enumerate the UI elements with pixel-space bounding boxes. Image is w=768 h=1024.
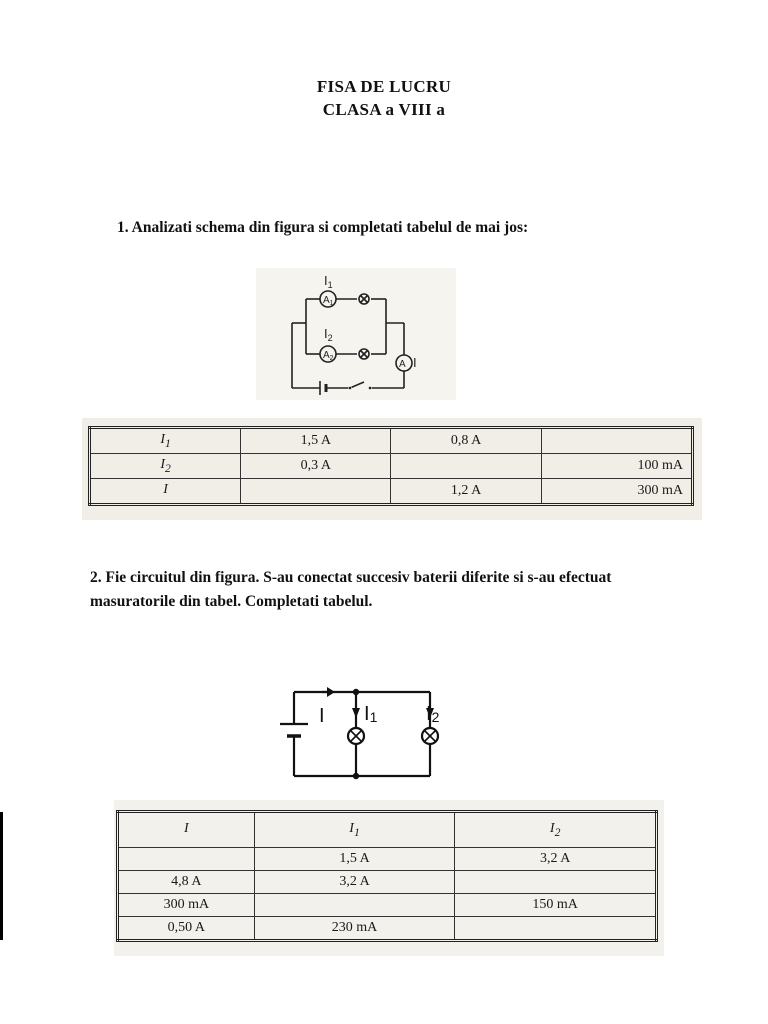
table-cell: 100 mA	[541, 454, 692, 479]
svg-text:A2: $A_2$	[323, 350, 334, 362]
table-cell	[391, 454, 541, 479]
table-cell	[118, 848, 255, 871]
table-cell: 300 mA	[541, 479, 692, 505]
svg-text:I2: $I_2$	[324, 326, 333, 343]
table-row	[90, 454, 693, 479]
circuit-diagram-2	[272, 680, 468, 780]
table-cell: 1,2 A	[391, 479, 541, 505]
row-label: $I_2$	[90, 454, 241, 479]
svg-text:I2: I2	[426, 703, 440, 725]
table-cell	[241, 479, 391, 505]
circuit-diagram-1	[256, 268, 456, 400]
page-edge-mark	[0, 812, 3, 940]
exercise-1-table	[88, 426, 694, 506]
exercise-1-text: 1. Analizati schema din figura si completati tabelul de mai jos:	[117, 219, 529, 236]
svg-text:A1: $A_1$	[323, 295, 334, 307]
row-label: I	[90, 479, 241, 505]
table-cell: 0,8 A	[391, 428, 541, 454]
svg-text:I: I	[413, 355, 417, 370]
table-cell: 3,2 A	[254, 871, 455, 894]
svg-text:I1: I1	[364, 703, 378, 725]
table-cell: 3,2 A	[455, 848, 657, 871]
table-row	[118, 917, 657, 941]
table-cell: 4,8 A	[118, 871, 255, 894]
table-row	[90, 428, 693, 454]
svg-text:A: A	[399, 359, 406, 370]
exercise-2-table	[116, 810, 658, 942]
table-cell: 300 mA	[118, 894, 255, 917]
table-row	[118, 871, 657, 894]
table-cell	[541, 428, 692, 454]
worksheet-title: FISA DE LUCRU	[316, 77, 452, 96]
table-row	[90, 479, 693, 505]
table-cell	[455, 917, 657, 941]
table-cell	[254, 894, 455, 917]
worksheet-subtitle: CLASA a VIII a	[322, 100, 446, 119]
column-header: I	[118, 812, 255, 848]
svg-text:I1: $I_1$	[324, 273, 333, 290]
table-cell	[455, 871, 657, 894]
table-cell: 0,50 A	[118, 917, 255, 941]
table-cell: 0,3 A	[241, 454, 391, 479]
table-header-row	[118, 812, 657, 848]
row-label: $I_1$	[90, 428, 241, 454]
table-cell: 1,5 A	[241, 428, 391, 454]
table-cell: 1,5 A	[254, 848, 455, 871]
table-cell: 150 mA	[455, 894, 657, 917]
svg-text:I: I	[319, 705, 325, 727]
column-header: $I_2$	[455, 812, 657, 848]
table-cell: 230 mA	[254, 917, 455, 941]
table-row	[118, 894, 657, 917]
column-header: $I_1$	[254, 812, 455, 848]
table-row	[118, 848, 657, 871]
exercise-2-text: 2. Fie circuitul din figura. S-au conectat succesiv baterii diferite si s-au efectuat masuratorile din tabel. Completati tabelul.	[90, 569, 612, 610]
